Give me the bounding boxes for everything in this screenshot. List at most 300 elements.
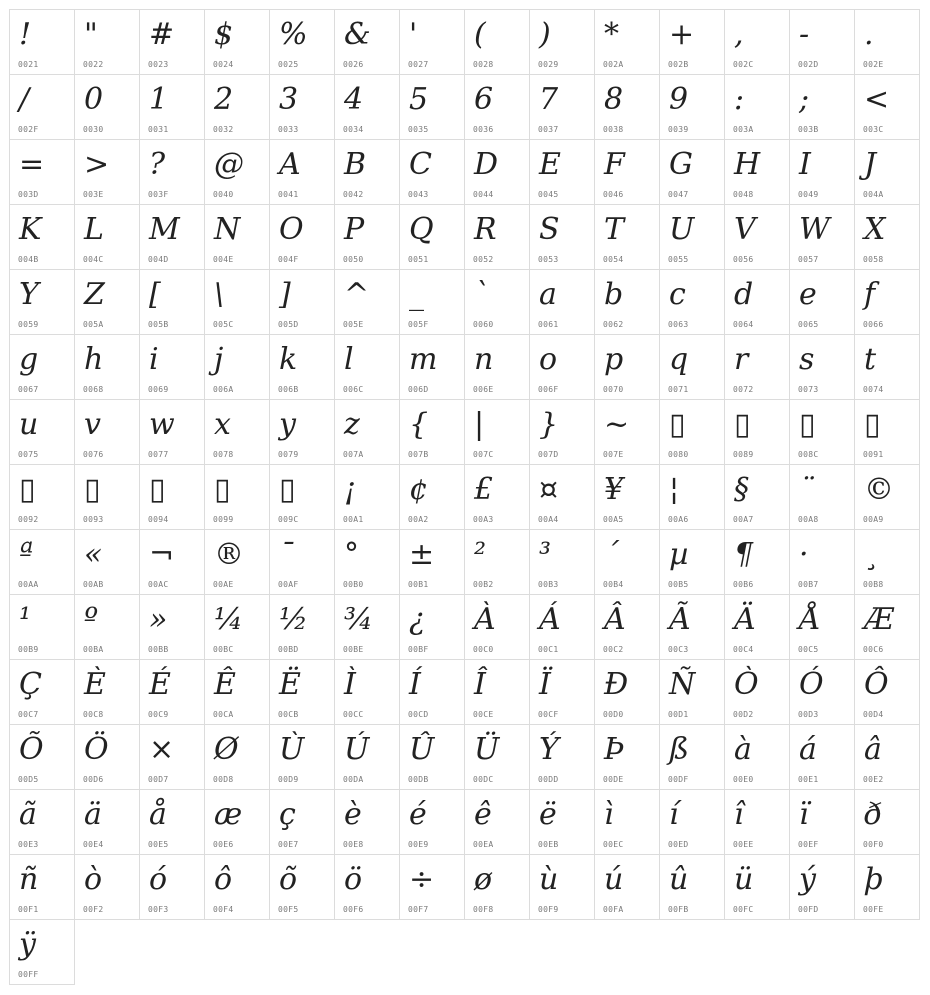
glyph-cell [854, 594, 920, 660]
glyph-character: S [539, 212, 560, 247]
glyph-character: í [669, 797, 679, 832]
glyph-cell [74, 789, 140, 855]
glyph-cell [724, 74, 790, 140]
glyph-codepoint-label: 00E0 [733, 775, 754, 784]
glyph-cell [529, 269, 595, 335]
glyph-character: # [149, 17, 175, 52]
glyph-cell [139, 399, 205, 465]
glyph-character: ( [474, 17, 486, 52]
glyph-codepoint-label: 0035 [408, 125, 429, 134]
glyph-character: × [149, 732, 175, 767]
glyph-character: à [734, 732, 752, 767]
glyph-cell [659, 139, 725, 205]
glyph-codepoint-label: 00F4 [213, 905, 234, 914]
glyph-codepoint-label: 00E7 [278, 840, 299, 849]
glyph-cell [334, 9, 400, 75]
glyph-character: \ [214, 277, 225, 312]
glyph-cell [659, 789, 725, 855]
glyph-codepoint-label: 00B9 [18, 645, 39, 654]
glyph-character: M [149, 212, 180, 247]
glyph-character: å [149, 797, 167, 832]
glyph-cell [334, 724, 400, 790]
glyph-codepoint-label: 00B7 [798, 580, 819, 589]
glyph-codepoint-label: 002D [798, 60, 819, 69]
glyph-cell [594, 269, 660, 335]
glyph-character: ç [279, 797, 296, 832]
glyph-codepoint-label: 005E [343, 320, 364, 329]
glyph-cell [659, 74, 725, 140]
glyph-cell [464, 74, 530, 140]
glyph-codepoint-label: 00C6 [863, 645, 884, 654]
glyph-cell [399, 659, 465, 725]
glyph-cell [464, 399, 530, 465]
glyph-character: ¢ [409, 472, 429, 507]
glyph-cell [9, 334, 75, 400]
glyph-cell [659, 9, 725, 75]
glyph-codepoint-label: 002F [18, 125, 39, 134]
glyph-cell [399, 204, 465, 270]
glyph-cell [74, 854, 140, 920]
glyph-character: ▯ [669, 407, 686, 442]
glyph-cell [854, 74, 920, 140]
glyph-codepoint-label: 00A1 [343, 515, 364, 524]
glyph-codepoint-label: 00F8 [473, 905, 494, 914]
glyph-cell [269, 9, 335, 75]
glyph-character: ▯ [214, 472, 231, 507]
glyph-character: } [539, 407, 559, 442]
glyph-codepoint-label: 00B0 [343, 580, 364, 589]
glyph-character: V [734, 212, 756, 247]
glyph-codepoint-label: 0057 [798, 255, 819, 264]
glyph-character: Û [409, 732, 435, 767]
glyph-codepoint-label: 009C [278, 515, 299, 524]
glyph-character: c [669, 277, 686, 312]
glyph-character: b [604, 277, 624, 312]
glyph-codepoint-label: 00E1 [798, 775, 819, 784]
glyph-character: = [19, 147, 45, 182]
glyph-cell [529, 399, 595, 465]
glyph-character: u [19, 407, 39, 442]
glyph-character: 4 [344, 82, 364, 117]
glyph-cell [464, 9, 530, 75]
glyph-character: 1 [149, 82, 169, 117]
glyph-cell [659, 464, 725, 530]
glyph-cell [269, 74, 335, 140]
glyph-codepoint-label: 0045 [538, 190, 559, 199]
glyph-character: T [604, 212, 625, 247]
glyph-codepoint-label: 00A5 [603, 515, 624, 524]
glyph-codepoint-label: 0055 [668, 255, 689, 264]
glyph-character: 8 [604, 82, 624, 117]
glyph-cell [269, 269, 335, 335]
glyph-character: ´ [604, 537, 619, 572]
glyph-codepoint-label: 00EA [473, 840, 494, 849]
glyph-cell [724, 9, 790, 75]
glyph-character: ▯ [734, 407, 751, 442]
glyph-character: . [864, 17, 874, 52]
glyph-character: ù [539, 862, 559, 897]
glyph-cell [854, 529, 920, 595]
glyph-cell [139, 789, 205, 855]
glyph-character: J [864, 147, 877, 182]
glyph-character: / [19, 82, 30, 117]
glyph-cell [854, 9, 920, 75]
glyph-cell [529, 204, 595, 270]
glyph-character: " [84, 17, 98, 52]
glyph-cell [854, 659, 920, 725]
glyph-cell [399, 724, 465, 790]
glyph-cell [529, 139, 595, 205]
glyph-cell [139, 204, 205, 270]
glyph-character: ô [214, 862, 233, 897]
glyph-character: s [799, 342, 815, 377]
glyph-codepoint-label: 0080 [668, 450, 689, 459]
glyph-character: ¼ [214, 602, 244, 637]
glyph-codepoint-label: 006E [473, 385, 494, 394]
glyph-character: ø [474, 862, 493, 897]
glyph-codepoint-label: 007B [408, 450, 429, 459]
glyph-codepoint-label: 00C1 [538, 645, 559, 654]
glyph-character: & [344, 17, 371, 52]
glyph-character: ¤ [539, 472, 559, 507]
glyph-cell [594, 724, 660, 790]
glyph-character: Q [409, 212, 434, 247]
glyph-codepoint-label: 0024 [213, 60, 234, 69]
glyph-cell [724, 334, 790, 400]
glyph-cell [269, 334, 335, 400]
glyph-codepoint-label: 004B [18, 255, 39, 264]
glyph-cell [659, 204, 725, 270]
glyph-character: Þ [604, 732, 625, 767]
glyph-character: Ì [344, 667, 356, 702]
glyph-cell [204, 269, 270, 335]
glyph-character: + [669, 17, 695, 52]
glyph-character: E [539, 147, 561, 182]
glyph-codepoint-label: 004E [213, 255, 234, 264]
glyph-character: ¶ [734, 537, 754, 572]
glyph-codepoint-label: 0030 [83, 125, 104, 134]
glyph-codepoint-label: 00E2 [863, 775, 884, 784]
glyph-character: % [279, 17, 308, 52]
glyph-character: Ý [539, 732, 559, 767]
glyph-character: 5 [409, 82, 429, 117]
glyph-character: - [799, 17, 810, 52]
glyph-character: ▯ [19, 472, 36, 507]
glyph-character: ï [799, 797, 809, 832]
glyph-cell [334, 594, 400, 660]
glyph-codepoint-label: 003C [863, 125, 884, 134]
glyph-character: ñ [19, 862, 39, 897]
glyph-cell [334, 139, 400, 205]
glyph-codepoint-label: 007C [473, 450, 494, 459]
glyph-codepoint-label: 003D [18, 190, 39, 199]
glyph-codepoint-label: 00BD [278, 645, 299, 654]
glyph-codepoint-label: 00E6 [213, 840, 234, 849]
glyph-cell [854, 399, 920, 465]
glyph-character: h [84, 342, 104, 377]
glyph-character: 7 [539, 82, 559, 117]
glyph-cell [334, 529, 400, 595]
glyph-codepoint-label: 0093 [83, 515, 104, 524]
glyph-cell [9, 659, 75, 725]
glyph-codepoint-label: 00A4 [538, 515, 559, 524]
glyph-codepoint-label: 0039 [668, 125, 689, 134]
glyph-codepoint-label: 0072 [733, 385, 754, 394]
glyph-cell [74, 74, 140, 140]
glyph-character: w [149, 407, 175, 442]
glyph-character: Â [604, 602, 626, 637]
glyph-character: ë [539, 797, 557, 832]
glyph-cell [399, 529, 465, 595]
glyph-codepoint-label: 00DB [408, 775, 429, 784]
glyph-codepoint-label: 0049 [798, 190, 819, 199]
glyph-cell [204, 724, 270, 790]
glyph-cell [594, 334, 660, 400]
glyph-cell [334, 789, 400, 855]
glyph-character: a [539, 277, 557, 312]
glyph-cell [789, 854, 855, 920]
glyph-codepoint-label: 0079 [278, 450, 299, 459]
glyph-cell [789, 334, 855, 400]
glyph-cell [594, 854, 660, 920]
glyph-codepoint-label: 0051 [408, 255, 429, 264]
glyph-cell [74, 399, 140, 465]
glyph-codepoint-label: 0034 [343, 125, 364, 134]
glyph-character: y [279, 407, 296, 442]
glyph-cell [399, 594, 465, 660]
glyph-cell [74, 9, 140, 75]
glyph-cell [399, 854, 465, 920]
glyph-character: 0 [84, 82, 104, 117]
glyph-codepoint-label: 00F7 [408, 905, 429, 914]
glyph-codepoint-label: 00E4 [83, 840, 104, 849]
glyph-character: ó [149, 862, 168, 897]
glyph-cell [204, 854, 270, 920]
glyph-character: x [214, 407, 231, 442]
glyph-cell [529, 74, 595, 140]
glyph-cell [204, 74, 270, 140]
glyph-codepoint-label: 0094 [148, 515, 169, 524]
glyph-cell [659, 334, 725, 400]
glyph-codepoint-label: 00D3 [798, 710, 819, 719]
glyph-codepoint-label: 004F [278, 255, 299, 264]
glyph-codepoint-label: 0037 [538, 125, 559, 134]
glyph-character: ¬ [149, 537, 175, 572]
glyph-character: Å [799, 602, 821, 637]
glyph-codepoint-label: 00DD [538, 775, 559, 784]
glyph-character: À [474, 602, 496, 637]
glyph-cell [594, 399, 660, 465]
glyph-cell [399, 334, 465, 400]
glyph-character: 3 [279, 82, 299, 117]
glyph-character: 9 [669, 82, 689, 117]
glyph-codepoint-label: 0022 [83, 60, 104, 69]
glyph-cell [139, 594, 205, 660]
glyph-character: H [734, 147, 761, 182]
glyph-cell [139, 464, 205, 530]
glyph-character: é [409, 797, 427, 832]
glyph-codepoint-label: 005C [213, 320, 234, 329]
glyph-character: á [799, 732, 817, 767]
glyph-cell [204, 529, 270, 595]
glyph-cell [594, 529, 660, 595]
glyph-cell [724, 789, 790, 855]
glyph-character: j [214, 342, 224, 377]
glyph-codepoint-label: 00CA [213, 710, 234, 719]
glyph-codepoint-label: 002E [863, 60, 884, 69]
glyph-codepoint-label: 0078 [213, 450, 234, 459]
glyph-codepoint-label: 0026 [343, 60, 364, 69]
glyph-character: @ [214, 147, 244, 182]
glyph-cell [74, 334, 140, 400]
glyph-character: A [279, 147, 301, 182]
glyph-cell [854, 269, 920, 335]
glyph-cell [139, 724, 205, 790]
glyph-cell [789, 789, 855, 855]
glyph-codepoint-label: 0046 [603, 190, 624, 199]
glyph-character: o [539, 342, 558, 377]
glyph-cell [74, 139, 140, 205]
glyph-cell [659, 724, 725, 790]
glyph-cell [724, 854, 790, 920]
glyph-character: ê [474, 797, 492, 832]
glyph-cell [724, 204, 790, 270]
glyph-cell [789, 204, 855, 270]
glyph-codepoint-label: 0070 [603, 385, 624, 394]
glyph-character: ? [149, 147, 166, 182]
glyph-cell [74, 659, 140, 725]
glyph-codepoint-label: 00B6 [733, 580, 754, 589]
glyph-character: Z [84, 277, 105, 312]
glyph-codepoint-label: 00AC [148, 580, 169, 589]
glyph-cell [464, 269, 530, 335]
glyph-character: Æ [864, 602, 895, 637]
glyph-codepoint-label: 0067 [18, 385, 39, 394]
glyph-cell [659, 269, 725, 335]
glyph-character: Ò [734, 667, 759, 702]
glyph-character: Ç [19, 667, 42, 702]
glyph-codepoint-label: 00FD [798, 905, 819, 914]
glyph-cell [464, 594, 530, 660]
glyph-character: ▯ [84, 472, 101, 507]
glyph-cell [594, 139, 660, 205]
glyph-cell [789, 399, 855, 465]
glyph-codepoint-label: 00F5 [278, 905, 299, 914]
glyph-character: ¸ [864, 537, 879, 572]
glyph-cell [9, 854, 75, 920]
glyph-cell [529, 464, 595, 530]
glyph-cell [9, 9, 75, 75]
glyph-codepoint-label: 00DA [343, 775, 364, 784]
glyph-character: ý [799, 862, 816, 897]
glyph-character: Ó [799, 667, 824, 702]
glyph-cell [594, 204, 660, 270]
glyph-character: ² [474, 537, 487, 572]
glyph-cell [854, 724, 920, 790]
glyph-cell [659, 399, 725, 465]
glyph-cell [659, 854, 725, 920]
glyph-character: ▯ [799, 407, 816, 442]
glyph-codepoint-label: 0064 [733, 320, 754, 329]
glyph-character: { [409, 407, 429, 442]
glyph-character: ; [799, 82, 810, 117]
glyph-codepoint-label: 00AB [83, 580, 104, 589]
glyph-codepoint-label: 0061 [538, 320, 559, 329]
glyph-codepoint-label: 0028 [473, 60, 494, 69]
glyph-character: ª [19, 537, 34, 572]
glyph-character: ` [474, 277, 489, 312]
glyph-character: G [669, 147, 693, 182]
glyph-cell [529, 334, 595, 400]
glyph-codepoint-label: 00BE [343, 645, 364, 654]
glyph-codepoint-label: 00C3 [668, 645, 689, 654]
glyph-codepoint-label: 00C8 [83, 710, 104, 719]
glyph-character: X [864, 212, 886, 247]
glyph-character: § [734, 472, 749, 507]
glyph-codepoint-label: 00D2 [733, 710, 754, 719]
glyph-codepoint-label: 00F1 [18, 905, 39, 914]
glyph-codepoint-label: 00EF [798, 840, 819, 849]
glyph-character: P [344, 212, 365, 247]
glyph-cell [399, 464, 465, 530]
glyph-cell [269, 724, 335, 790]
glyph-cell [594, 659, 660, 725]
glyph-cell [204, 464, 270, 530]
glyph-character: ) [539, 17, 551, 52]
glyph-character: Ú [344, 732, 370, 767]
glyph-cell [9, 529, 75, 595]
glyph-cell [659, 659, 725, 725]
glyph-character: ì [604, 797, 614, 832]
glyph-character: ▯ [149, 472, 166, 507]
glyph-character: ] [279, 277, 291, 312]
glyph-codepoint-label: 0027 [408, 60, 429, 69]
glyph-cell [724, 724, 790, 790]
glyph-cell [139, 659, 205, 725]
glyph-codepoint-label: 0065 [798, 320, 819, 329]
glyph-character: 2 [214, 82, 234, 117]
glyph-codepoint-label: 005D [278, 320, 299, 329]
glyph-codepoint-label: 00EE [733, 840, 754, 849]
glyph-character: Ü [474, 732, 500, 767]
glyph-character: Õ [19, 732, 44, 767]
glyph-cell [9, 139, 75, 205]
glyph-codepoint-label: 00A8 [798, 515, 819, 524]
glyph-cell [74, 724, 140, 790]
glyph-codepoint-label: 00FB [668, 905, 689, 914]
glyph-cell [594, 74, 660, 140]
glyph-codepoint-label: 00A2 [408, 515, 429, 524]
glyph-cell [139, 139, 205, 205]
glyph-character: Ñ [669, 667, 696, 702]
glyph-codepoint-label: 00F6 [343, 905, 364, 914]
glyph-cell [74, 269, 140, 335]
glyph-codepoint-label: 00A3 [473, 515, 494, 524]
glyph-cell [204, 789, 270, 855]
glyph-character: l [344, 342, 354, 377]
glyph-character: i [149, 342, 159, 377]
glyph-codepoint-label: 0042 [343, 190, 364, 199]
glyph-cell [854, 789, 920, 855]
glyph-character: ö [344, 862, 363, 897]
glyph-codepoint-label: 00C5 [798, 645, 819, 654]
glyph-character: O [279, 212, 304, 247]
glyph-codepoint-label: 00E3 [18, 840, 39, 849]
glyph-character: ¿ [409, 602, 426, 637]
glyph-codepoint-label: 00CC [343, 710, 364, 719]
glyph-codepoint-label: 006A [213, 385, 234, 394]
glyph-character: | [474, 407, 485, 442]
